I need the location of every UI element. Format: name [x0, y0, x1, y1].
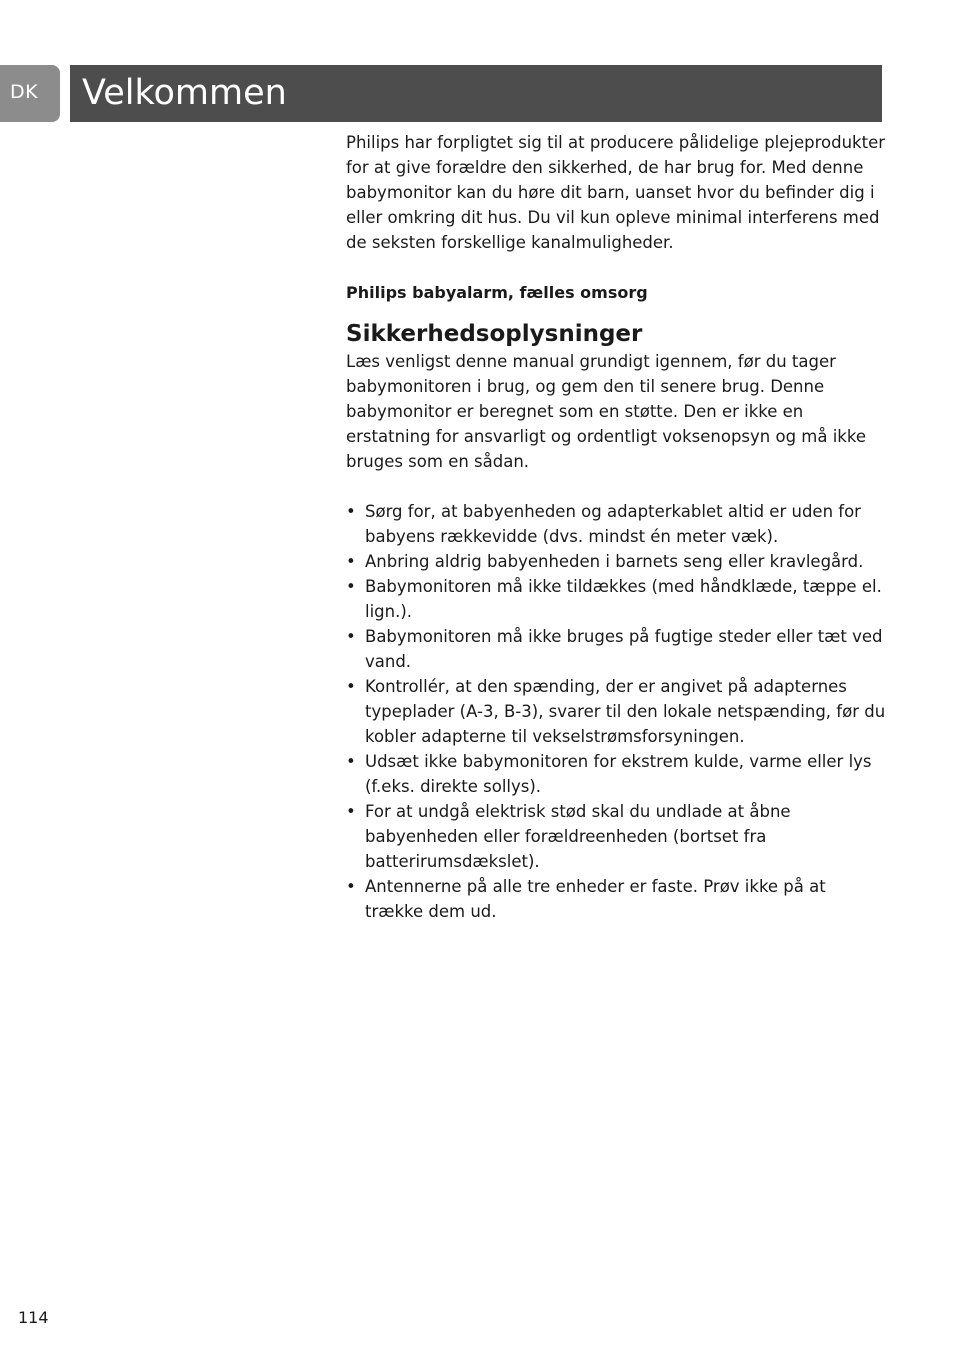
list-item-text: Sørg for, at babyenheden og adapterkablet altid er uden for babyens rækkevidde (dvs. mindst én meter væk).	[365, 502, 861, 546]
language-tab: DK	[0, 65, 60, 122]
list-item	[346, 749, 886, 799]
page-title: Velkommen	[82, 73, 287, 113]
list-item-text: Babymonitoren må ikke tildækkes (med håndklæde, tæppe el. lign.).	[365, 577, 882, 621]
bullet-icon: •	[346, 627, 356, 646]
bullet-icon: •	[346, 577, 356, 596]
list-item	[346, 874, 886, 924]
list-item	[346, 499, 886, 549]
list-item	[346, 574, 886, 624]
bullet-icon: •	[346, 877, 356, 896]
tagline: Philips babyalarm, fælles omsorg	[346, 283, 648, 302]
list-item	[346, 549, 886, 574]
list-item-text: Antennerne på alle tre enheder er faste. Prøv ikke på at trække dem ud.	[365, 877, 826, 921]
safety-bullet-list	[346, 499, 886, 924]
list-item-text: For at undgå elektrisk stød skal du undlade at åbne babyenheden eller forældreenheden (bortset fra batterirumsdækslet).	[365, 802, 791, 871]
list-item	[346, 674, 886, 749]
main-content	[346, 130, 886, 924]
bullet-icon: •	[346, 502, 356, 521]
list-item-text: Udsæt ikke babymonitoren for ekstrem kulde, varme eller lys (f.eks. direkte sollys).	[365, 752, 872, 796]
list-item-text: Babymonitoren må ikke bruges på fugtige steder eller tæt ved vand.	[365, 627, 883, 671]
list-item	[346, 624, 886, 674]
safety-paragraph: Læs venligst denne manual grundigt igennem, før du tager babymonitoren i brug, og gem den til senere brug. Denne babymonitor er beregnet som en støtte. Den er ikke en erstatning for ansvarligt og ordentligt voksenopsyn og må ikke bruges som en sådan.	[346, 352, 866, 471]
bullet-icon: •	[346, 752, 356, 771]
section-heading-safety: Sikkerhedsoplysninger	[346, 321, 643, 347]
list-item	[346, 799, 886, 874]
bullet-icon: •	[346, 552, 356, 571]
list-item-text: Anbring aldrig babyenheden i barnets seng eller kravlegård.	[365, 552, 864, 571]
title-bar	[70, 65, 882, 122]
intro-paragraph: Philips har forpligtet sig til at producere pålidelige plejeprodukter for at give forældre den sikkerhed, de har brug for. Med denne babymonitor kan du høre dit barn, uanset hvor du befinder dig i eller omkring dit hus. Du vil kun opleve minimal interferens med de seksten forskellige kanalmuligheder.	[346, 133, 886, 252]
page-number: 114	[18, 1308, 49, 1327]
bullet-icon: •	[346, 802, 356, 821]
bullet-icon: •	[346, 677, 356, 696]
list-item-text: Kontrollér, at den spænding, der er angivet på adapternes typeplader (A-3, B-3), svarer til den lokale netspænding, før du kobler adapterne til vekselstrømsforsyningen.	[365, 677, 886, 746]
